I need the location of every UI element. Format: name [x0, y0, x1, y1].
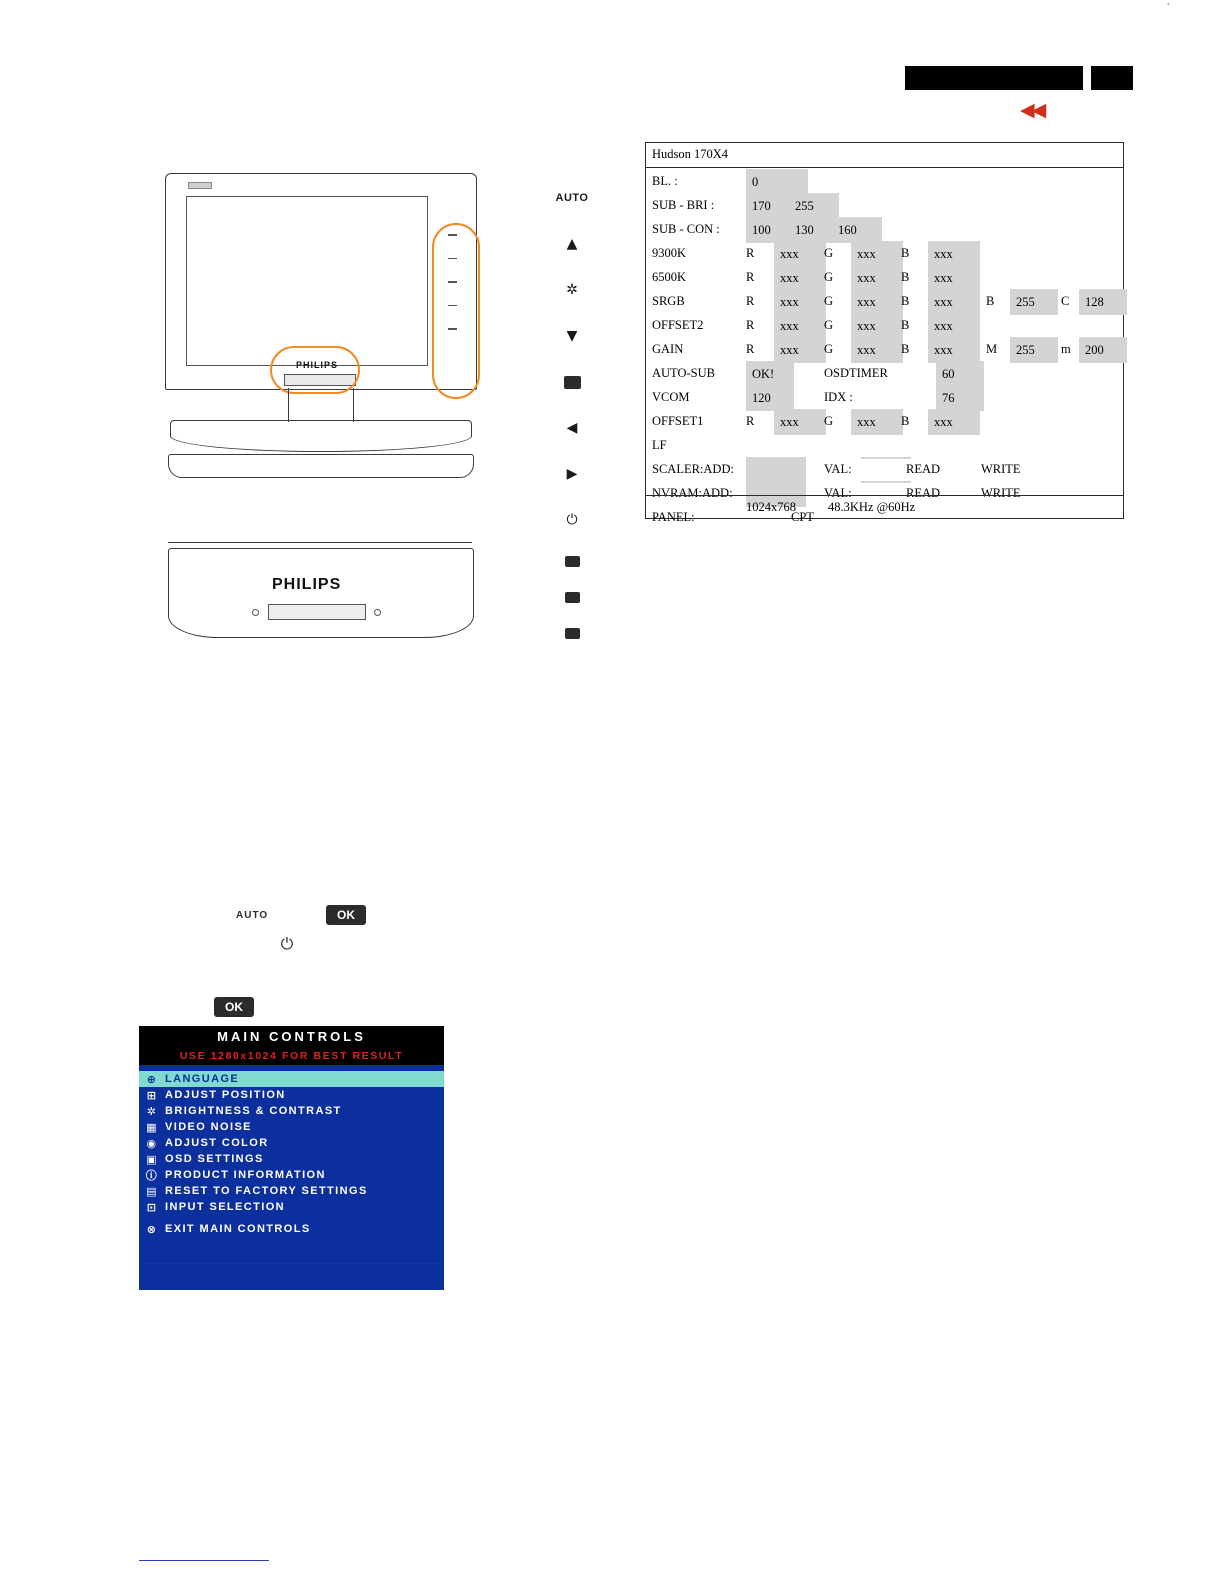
service-row-scaler — [646, 457, 1123, 481]
osd-title: MAIN CONTROLS — [139, 1026, 444, 1048]
channel-value-b[interactable]: xxx — [928, 265, 980, 291]
menu-icon-3[interactable] — [552, 615, 592, 651]
row-label: VCOM — [652, 390, 690, 404]
brand-logo-rear: PHILIPS — [272, 576, 342, 593]
row-label: SCALER:ADD: — [652, 462, 734, 476]
channel-value-g[interactable]: xxx — [851, 241, 903, 267]
row-label: PANEL: — [652, 510, 695, 524]
channel-label-b: B — [901, 342, 910, 356]
input-icon: ⊡ — [146, 1200, 158, 1214]
panel-value: CPT — [791, 510, 814, 524]
channel-label-r: R — [746, 270, 755, 284]
osd-item-label: INPUT SELECTION — [165, 1201, 286, 1213]
service-row-offset2 — [646, 313, 1123, 337]
val-value[interactable] — [861, 481, 911, 483]
divider-line — [168, 542, 472, 543]
val-value[interactable] — [861, 457, 911, 459]
row-value[interactable]: 0 — [746, 169, 808, 195]
position-icon: ⊞ — [146, 1088, 158, 1102]
channel-value-b[interactable]: xxx — [928, 289, 980, 315]
footer-resolution: 1024x768 — [746, 500, 796, 514]
ok-icon[interactable] — [552, 359, 592, 405]
service-row-srgb — [646, 289, 1123, 313]
channel-value-r[interactable]: xxx — [774, 409, 826, 435]
footer-timing: 48.3KHz @60Hz — [828, 500, 916, 514]
osd-item-video-noise[interactable] — [139, 1119, 444, 1135]
service-row-offset1 — [646, 409, 1123, 433]
osd-menu-list — [139, 1065, 444, 1237]
color-icon: ◉ — [146, 1136, 158, 1150]
monitor-top-slot — [188, 182, 212, 189]
idx-value[interactable]: 76 — [936, 385, 984, 411]
extra-value-b[interactable]: 255 — [1010, 289, 1058, 315]
service-menu-footer — [646, 496, 1123, 518]
control-icon-column — [552, 175, 592, 651]
auto-icon[interactable]: AUTO — [236, 910, 269, 921]
channel-value-r[interactable]: xxx — [774, 289, 826, 315]
row-value[interactable]: 255 — [789, 193, 839, 219]
idx-label: IDX : — [824, 390, 853, 404]
write-button[interactable]: WRITE — [981, 462, 1021, 476]
channel-value-g[interactable]: xxx — [851, 265, 903, 291]
power-icon[interactable]: ⏻ — [280, 934, 294, 953]
row-label: LF — [652, 438, 667, 452]
monitor-base — [170, 420, 472, 452]
service-menu-panel — [645, 142, 1124, 524]
row-value[interactable]: 100 — [746, 217, 796, 243]
extra-label-c: C — [1061, 294, 1070, 308]
ok-icon[interactable]: OK — [326, 905, 366, 925]
row-value[interactable]: 170 — [746, 193, 796, 219]
service-row-auto-sub — [646, 361, 1123, 385]
reset-icon: ▤ — [146, 1184, 158, 1198]
channel-label-b: B — [901, 294, 910, 308]
right-arrow-icon[interactable]: ▶ — [566, 466, 578, 482]
read-button[interactable]: READ — [906, 462, 941, 476]
extra-label-b: B — [986, 294, 995, 308]
front-controls-highlight — [270, 346, 360, 394]
bottom-link[interactable] — [139, 1548, 269, 1561]
osd-item-label: LANGUAGE — [165, 1073, 240, 1085]
channel-value-r[interactable]: xxx — [774, 241, 826, 267]
channel-value-g[interactable]: xxx — [851, 313, 903, 339]
service-menu-title: Hudson 170X4 — [652, 147, 729, 161]
channel-value-r[interactable]: xxx — [774, 337, 826, 363]
row-label: OFFSET1 — [652, 414, 704, 428]
side-controls-highlight — [432, 223, 480, 399]
left-arrow-icon[interactable]: ◀ — [566, 420, 578, 436]
row-value[interactable]: 130 — [789, 217, 839, 243]
channel-label-b: B — [901, 270, 910, 284]
channel-value-g[interactable]: xxx — [851, 289, 903, 315]
extra-label-min: m — [1061, 342, 1071, 356]
osd-item-adjust-color[interactable] — [139, 1135, 444, 1151]
exit-icon: ⊗ — [146, 1222, 158, 1236]
row-label: SRGB — [652, 294, 685, 308]
osd-footer-bar — [139, 1263, 444, 1290]
service-row-vcom — [646, 385, 1123, 409]
nav-bar-secondary[interactable] — [1091, 66, 1133, 90]
osd-item-brightness-contrast[interactable] — [139, 1103, 444, 1119]
power-icon[interactable]: ⏻ — [566, 512, 578, 528]
row-label: BL. : — [652, 174, 678, 188]
osd-subtitle: USE 1280x1024 FOR BEST RESULT — [139, 1048, 444, 1065]
ok-icon[interactable]: OK — [214, 997, 254, 1017]
channel-label-r: R — [746, 246, 755, 260]
channel-label-r: R — [746, 342, 755, 356]
row-label: SUB - CON : — [652, 222, 720, 236]
rear-connector — [268, 604, 366, 620]
rear-screw-right-icon — [374, 609, 381, 616]
channel-label-g: G — [824, 270, 834, 284]
channel-label-b: B — [901, 318, 910, 332]
channel-value-r[interactable]: xxx — [774, 313, 826, 339]
write-button[interactable]: WRITE — [981, 486, 1021, 500]
brightness-icon: ✲ — [146, 1104, 158, 1118]
service-row-bl — [646, 169, 1123, 193]
channel-value-g[interactable]: xxx — [851, 409, 903, 435]
language-icon: ⊕ — [146, 1072, 158, 1086]
brand-logo-front: PHILIPS — [296, 360, 339, 370]
service-row-sub-con — [646, 217, 1123, 241]
channel-value-b[interactable]: xxx — [928, 241, 980, 267]
extra-value-max[interactable]: 255 — [1010, 337, 1058, 363]
osd-item-label: VIDEO NOISE — [165, 1121, 252, 1133]
row-label: OFFSET2 — [652, 318, 704, 332]
service-row-6500k — [646, 265, 1123, 289]
extra-label-max: M — [986, 342, 998, 356]
info-icon: ⓘ — [145, 1169, 159, 1182]
osd-item-label: RESET TO FACTORY SETTINGS — [165, 1185, 368, 1197]
service-menu-title-rule — [646, 167, 1123, 168]
osd-timer-value[interactable]: 60 — [936, 361, 984, 387]
up-arrow-icon[interactable]: ▲ — [566, 236, 578, 252]
osd-item-language[interactable] — [139, 1071, 444, 1087]
auto-icon[interactable]: AUTO — [555, 192, 589, 204]
menu-icon-1[interactable] — [552, 543, 592, 579]
osd-item-product-information[interactable] — [139, 1167, 444, 1183]
extra-value-c[interactable]: 128 — [1079, 289, 1127, 315]
channel-value-b[interactable]: xxx — [928, 337, 980, 363]
channel-label-g: G — [824, 342, 834, 356]
osd-item-exit-main-controls[interactable] — [139, 1221, 444, 1237]
row-value[interactable]: 160 — [832, 217, 882, 243]
monitor-neck — [288, 388, 354, 422]
row-label: AUTO-SUB — [652, 366, 715, 380]
extra-value-min[interactable]: 200 — [1079, 337, 1127, 363]
monitor-illustration — [160, 168, 510, 648]
osd-item-adjust-position[interactable] — [139, 1087, 444, 1103]
row-label: SUB - BRI : — [652, 198, 715, 212]
osd-item-label: ADJUST POSITION — [165, 1089, 286, 1101]
row-label: NVRAM:ADD: — [652, 486, 733, 500]
osd-item-label: PRODUCT INFORMATION — [165, 1169, 326, 1181]
channel-value-b[interactable]: xxx — [928, 409, 980, 435]
row-value[interactable]: 120 — [746, 385, 794, 411]
osd-settings-icon: ▣ — [146, 1152, 158, 1166]
page-corner-mark: ' — [1167, 2, 1169, 13]
read-button[interactable]: READ — [906, 486, 941, 500]
channel-label-g: G — [824, 414, 834, 428]
osd-item-label: EXIT MAIN CONTROLS — [165, 1223, 311, 1235]
service-row-9300k — [646, 241, 1123, 265]
osd-item-input-selection[interactable] — [139, 1199, 444, 1215]
service-row-sub-bri — [646, 193, 1123, 217]
channel-label-b: B — [901, 414, 910, 428]
rear-screw-left-icon — [252, 609, 259, 616]
channel-label-g: G — [824, 246, 834, 260]
channel-label-g: G — [824, 294, 834, 308]
osd-main-controls — [139, 1026, 444, 1290]
nav-bar-primary[interactable] — [905, 66, 1083, 90]
channel-value-b[interactable]: xxx — [928, 313, 980, 339]
row-value[interactable]: OK! — [746, 361, 794, 387]
val-label: VAL: — [824, 486, 852, 500]
osd-item-label: BRIGHTNESS & CONTRAST — [165, 1105, 342, 1117]
osd-item-label: OSD SETTINGS — [165, 1153, 264, 1165]
channel-value-g[interactable]: xxx — [851, 337, 903, 363]
osd-timer-label: OSDTIMER — [824, 366, 888, 380]
menu-icon-2[interactable] — [552, 579, 592, 615]
video-noise-icon: ▦ — [146, 1120, 158, 1134]
instruction-icon-group — [225, 905, 628, 1025]
channel-label-b: B — [901, 246, 910, 260]
channel-label-r: R — [746, 414, 755, 428]
rewind-icon[interactable]: ◀◀ — [1020, 99, 1044, 121]
down-arrow-icon[interactable]: ▼ — [566, 328, 578, 344]
monitor-foot — [168, 454, 474, 478]
osd-item-reset-factory[interactable] — [139, 1183, 444, 1199]
top-navigation-bar — [905, 66, 1130, 90]
osd-item-label: ADJUST COLOR — [165, 1137, 269, 1149]
row-label: GAIN — [652, 342, 684, 356]
row-label: 6500K — [652, 270, 687, 284]
channel-label-r: R — [746, 294, 755, 308]
service-row-gain — [646, 337, 1123, 361]
channel-label-g: G — [824, 318, 834, 332]
channel-label-r: R — [746, 318, 755, 332]
monitor-screen — [186, 196, 428, 366]
val-label: VAL: — [824, 462, 852, 476]
brightness-icon[interactable]: ✲ — [566, 282, 578, 298]
service-row-lf — [646, 433, 1123, 457]
channel-value-r[interactable]: xxx — [774, 265, 826, 291]
row-label: 9300K — [652, 246, 687, 260]
osd-item-osd-settings[interactable] — [139, 1151, 444, 1167]
